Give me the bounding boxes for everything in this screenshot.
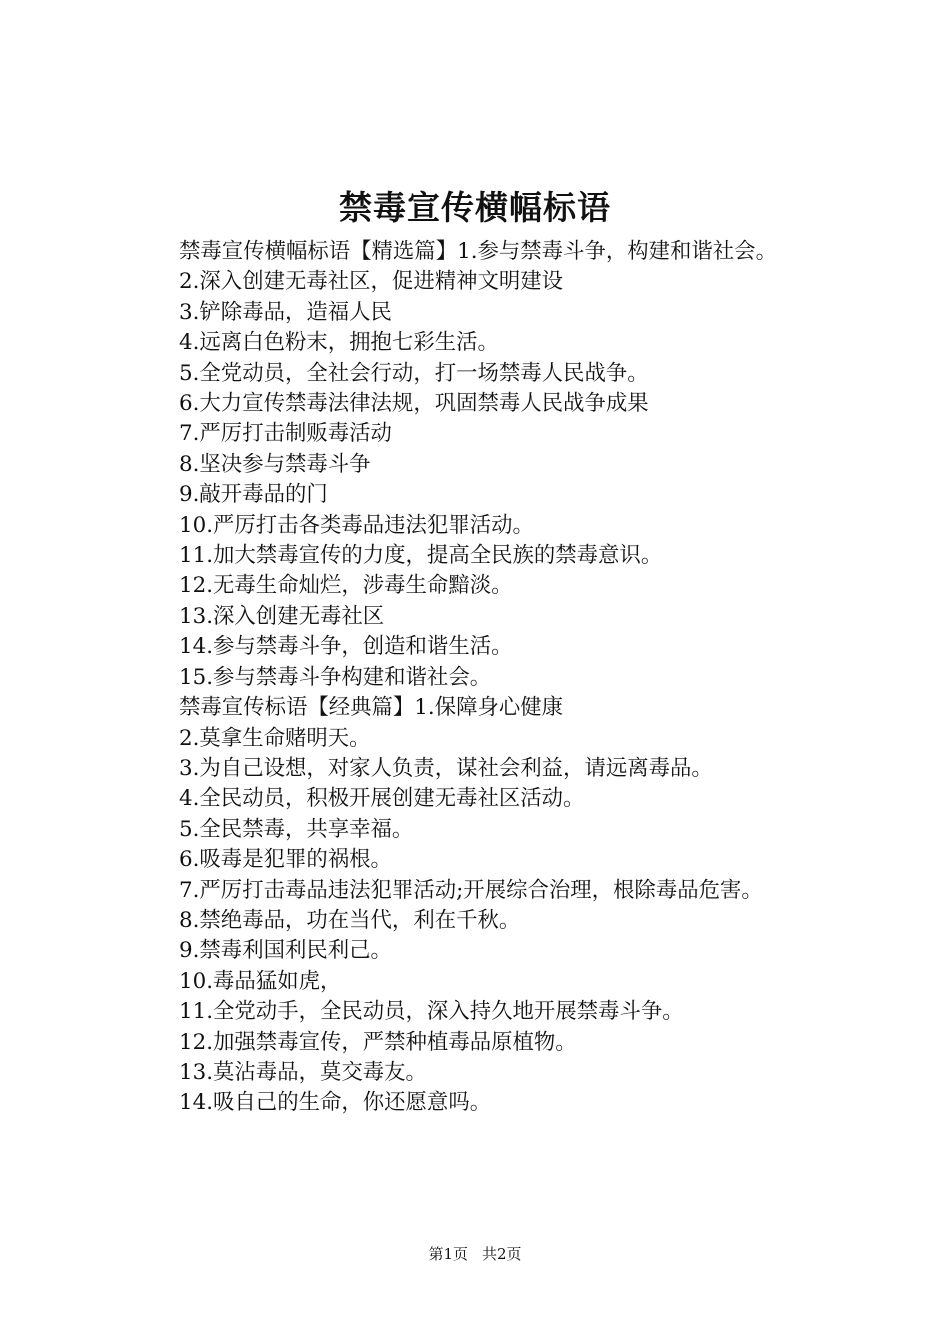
page-number: 第1页 — [428, 1245, 468, 1263]
paragraph: 6.吸毒是犯罪的祸根。 — [179, 847, 392, 873]
document-title: 禁毒宣传横幅标语 — [339, 188, 611, 227]
page-footer — [0, 1244, 950, 1264]
paragraph: 禁毒宣传标语【经典篇】1.保障身心健康 — [179, 695, 564, 721]
paragraph: 11.加大禁毒宣传的力度，提高全民族的禁毒意识。 — [179, 543, 663, 569]
paragraph: 4.远离白色粉末，拥抱七彩生活。 — [179, 330, 499, 356]
paragraph: 3.为自己设想，对家人负责，谋社会利益，请远离毒品。 — [179, 755, 713, 781]
paragraph: 11.全党动手，全民动员，深入持久地开展禁毒斗争。 — [179, 999, 684, 1025]
paragraph: 10.毒品猛如虎， — [179, 968, 342, 994]
document-body — [129, 237, 834, 1119]
paragraph: 2.深入创建无毒社区，促进精神文明建设 — [179, 269, 564, 295]
paragraph: 14.参与禁毒斗争，创造和谐生活。 — [179, 634, 513, 660]
paragraph: 12.无毒生命灿烂，涉毒生命黯淡。 — [179, 573, 513, 599]
paragraph: 7.严厉打击制贩毒活动 — [179, 421, 392, 447]
paragraph: 2.莫拿生命赌明天。 — [179, 725, 371, 751]
page-total: 共2页 — [482, 1245, 522, 1263]
paragraph: 9.禁毒利国利民利己。 — [179, 938, 392, 964]
paragraph: 6.大力宣传禁毒法律法规，巩固禁毒人民战争成果 — [179, 391, 649, 417]
paragraph: 5.全党动员，全社会行动，打一场禁毒人民战争。 — [179, 360, 649, 386]
paragraph: 13.深入创建无毒社区 — [179, 603, 385, 629]
paragraph: 5.全民禁毒，共享幸福。 — [179, 816, 414, 842]
paragraph: 4.全民动员，积极开展创建无毒社区活动。 — [179, 786, 585, 812]
paragraph: 12.加强禁毒宣传，严禁种植毒品原植物。 — [179, 1029, 577, 1055]
paragraph: 15.参与禁毒斗争构建和谐社会。 — [179, 664, 492, 690]
paragraph: 14.吸自己的生命，你还愿意吗。 — [179, 1090, 492, 1116]
paragraph: 8.禁绝毒品，功在当代，利在千秋。 — [179, 907, 521, 933]
paragraph: 10.严厉打击各类毒品违法犯罪活动。 — [179, 512, 534, 538]
paragraph: 7.严厉打击毒品违法犯罪活动;开展综合治理，根除毒品危害。 — [179, 877, 763, 903]
paragraph: 3.铲除毒品，造福人民 — [179, 299, 392, 325]
paragraph: 9.敲开毒品的门 — [179, 482, 328, 508]
paragraph: 13.莫沾毒品，莫交毒友。 — [179, 1059, 427, 1085]
paragraph: 禁毒宣传横幅标语【精选篇】1.参与禁毒斗争，构建和谐社会。 — [179, 239, 777, 264]
paragraph: 8.坚决参与禁毒斗争 — [179, 451, 371, 477]
